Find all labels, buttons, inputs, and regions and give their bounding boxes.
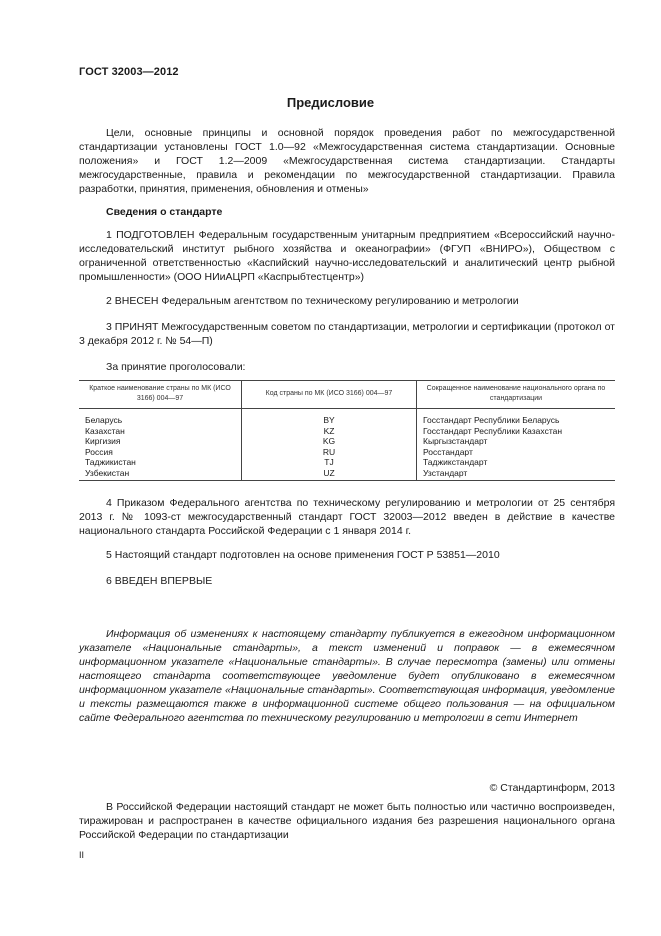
code-cell: TJ — [242, 457, 417, 468]
code-cell: RU — [242, 447, 417, 458]
item-5-paragraph: 5 Настоящий стандарт подготовлен на основе применения ГОСТ Р 53851—2010 — [106, 549, 500, 561]
code-cell: KG — [242, 436, 417, 447]
country-cell: Россия — [85, 446, 113, 457]
intro-paragraph: Цели, основные принципы и основной порядок проведения работ по межгосударственной стандартизации установлены ГОСТ 1.0—92 «Межгосударственная система стандартизации. Основные положения» и ГОСТ 1.2—2009 «Межгосударственная система стандартизации. Стандарты межгосударственные, правила и рекомендации по межгосударственной стандартизации. Правила разработки, принятия, применения, обновления и отмены» — [79, 127, 615, 195]
country-cell: Узбекистан — [79, 468, 242, 481]
table-row — [79, 468, 615, 481]
table-header-body: Сокращенное наименование национального органа по стандартизации — [417, 381, 616, 409]
body-cell: Таджикстандарт — [417, 457, 616, 468]
section-heading: Сведения о стандарте — [106, 206, 223, 218]
notice-paragraph: Информация об изменениях к настоящему стандарту публикуется в ежегодном информационном указателе «Национальные стандарты», а текст изменений и поправок — в ежемесячном информационном указателе «Национальные стандарты». В случае пересмотра (замены) или отмены настоящего стандарта соответствующее уведомление будет опубликовано в ежемесячном информационном указателе «Национальные стандарты». Соответствующая информация, уведомление и тексты размещаются также в информационной системе общего пользования — на официальном сайте Федерального агентства по техническому регулированию и метрологии в сети Интернет — [79, 628, 615, 724]
table-header-country: Краткое наименование страны по МК (ИСО 3166) 004—97 — [79, 381, 242, 409]
page-number: II — [79, 850, 85, 860]
code-cell: KZ — [242, 426, 417, 437]
country-cell: Киргизия — [85, 436, 121, 446]
rights-paragraph: В Российской Федерации настоящий стандарт не может быть полностью или частично воспроизведен, тиражирован и распространен в качестве официального издания без разрешения национального органа Российской Федерации по стандартизации — [79, 801, 615, 841]
body-cell: Госстандарт Республики Казахстан — [417, 426, 616, 437]
body-cell: Росстандарт — [417, 447, 616, 458]
body-cell: Узстандарт — [417, 468, 616, 481]
item-2-paragraph: 2 ВНЕСЕН Федеральным агентством по техническому регулированию и метрологии — [106, 295, 519, 307]
table-row — [79, 426, 615, 437]
table-row — [79, 436, 615, 447]
code-cell: BY — [242, 409, 417, 426]
voted-label: За принятие проголосовали: — [106, 361, 246, 373]
table-row — [79, 409, 615, 426]
page-title: Предисловие — [286, 95, 375, 110]
table-header-row — [79, 381, 615, 409]
voting-table — [79, 380, 615, 481]
country-cell: Казахстан — [85, 425, 125, 436]
item-6-paragraph: 6 ВВЕДЕН ВПЕРВЫЕ — [106, 575, 213, 587]
country-cell: Беларусь — [85, 415, 123, 425]
country-cell: Таджикистан — [85, 457, 136, 467]
item-4-paragraph: 4 Приказом Федерального агентства по техническому регулированию и метрологии от 25 сентября 2013 г. № 1093-ст межгосударственный стандарт ГОСТ 32003—2012 введен в действие в качестве национального стандарта Российской Федерации с 1 января 2014 г. — [79, 497, 615, 537]
table-header-code: Код страны по МК (ИСО 3166) 004—97 — [242, 381, 417, 409]
document-header: ГОСТ 32003—2012 — [79, 66, 179, 78]
code-cell: UZ — [242, 468, 417, 481]
body-cell: Кыргызстандарт — [417, 436, 616, 447]
item-3-paragraph: 3 ПРИНЯТ Межгосударственным советом по стандартизации, метрологии и сертификации (протокол от 3 декабря 2012 г. № 54—П) — [79, 321, 615, 347]
body-cell: Госстандарт Республики Беларусь — [417, 409, 616, 426]
item-1-paragraph: 1 ПОДГОТОВЛЕН Федеральным государственным унитарным предприятием «Всероссийский научно-исследовательский институт рыбного хозяйства и океанографии» (ФГУП «ВНИРО»), Обществом с ограниченной ответственностью «Каспийский научно-исследовательский и аналитический центр рыбной промышленности» (ООО НИиАЦРП «Каспрыбтестцентр») — [79, 229, 615, 283]
table-row — [79, 447, 615, 458]
copyright-line: © Стандартинформ, 2013 — [489, 782, 615, 794]
table-row — [79, 457, 615, 468]
